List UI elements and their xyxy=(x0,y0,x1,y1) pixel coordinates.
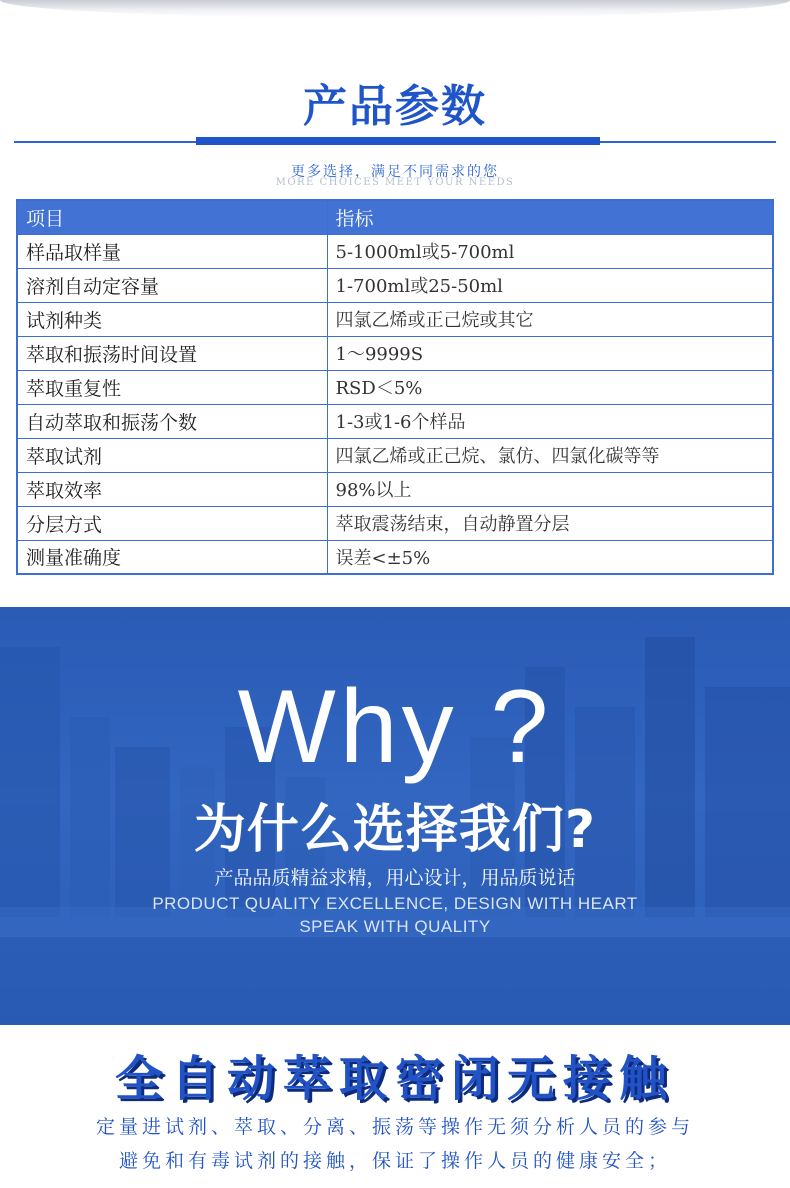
why-slogan-en-line1: PRODUCT QUALITY EXCELLENCE, DESIGN WITH HEART xyxy=(152,894,638,913)
feature-description-line2: 避免和有毒试剂的接触，保证了操作人员的健康安全； xyxy=(118,1150,671,1172)
section-subtitle: 更多选择，满足不同需求的您 xyxy=(291,164,499,180)
why-slogan-en xyxy=(0,892,790,938)
table-header-spec: 指标 xyxy=(327,200,773,234)
table-cell-item: 溶剂自动定容量 xyxy=(17,268,327,302)
feature-description-line1: 定量进试剂、萃取、分离、振荡等操作无须分析人员的参与 xyxy=(95,1116,694,1138)
table-cell-spec: 1-3或1-6个样品 xyxy=(327,404,773,438)
table-row xyxy=(17,506,773,540)
section-title: 产品参数 xyxy=(303,81,487,132)
table-cell-spec: RSD＜5% xyxy=(327,370,773,404)
title-underline-accent xyxy=(196,137,600,145)
table-cell-spec: 四氯乙烯或正己烷或其它 xyxy=(327,302,773,336)
why-title-cn: 为什么选择我们? xyxy=(193,800,597,860)
feature-title: 全自动萃取密闭无接触 xyxy=(114,1051,675,1107)
parameter-table xyxy=(16,199,774,575)
table-cell-item: 萃取重复性 xyxy=(17,370,327,404)
table-row xyxy=(17,234,773,268)
table-header-row xyxy=(17,200,773,234)
table-cell-item: 样品取样量 xyxy=(17,234,327,268)
table-cell-spec: 萃取震荡结束，自动静置分层 xyxy=(327,506,773,540)
table-row xyxy=(17,370,773,404)
table-row xyxy=(17,404,773,438)
table-cell-item: 分层方式 xyxy=(17,506,327,540)
why-slogan-cn: 产品品质精益求精，用心设计，用品质说话 xyxy=(214,867,576,889)
table-cell-item: 萃取效率 xyxy=(17,472,327,506)
table-cell-item: 试剂种类 xyxy=(17,302,327,336)
table-cell-spec: 误差<±5% xyxy=(327,540,773,574)
table-cell-spec: 1～9999S xyxy=(327,336,773,370)
table-header-item: 项目 xyxy=(17,200,327,234)
table-row xyxy=(17,472,773,506)
table-row xyxy=(17,268,773,302)
section-subtitle-en: MORE CHOICES MEET YOUR NEEDS xyxy=(275,177,515,188)
table-cell-item: 自动萃取和振荡个数 xyxy=(17,404,327,438)
table-cell-spec: 1-700ml或25-50ml xyxy=(327,268,773,302)
table-cell-spec: 5-1000ml或5-700ml xyxy=(327,234,773,268)
table-cell-spec: 四氯乙烯或正己烷、氯仿、四氯化碳等等 xyxy=(327,438,773,472)
table-row xyxy=(17,302,773,336)
why-slogan-en-line2: SPEAK WITH QUALITY xyxy=(299,917,491,936)
why-heading: Why ? xyxy=(237,669,553,785)
table-row xyxy=(17,438,773,472)
table-cell-item: 萃取和振荡时间设置 xyxy=(17,336,327,370)
table-row xyxy=(17,336,773,370)
table-cell-spec: 98%以上 xyxy=(327,472,773,506)
table-cell-item: 测量准确度 xyxy=(17,540,327,574)
top-shadow-decoration xyxy=(0,0,790,18)
table-cell-item: 萃取试剂 xyxy=(17,438,327,472)
table-row xyxy=(17,540,773,574)
